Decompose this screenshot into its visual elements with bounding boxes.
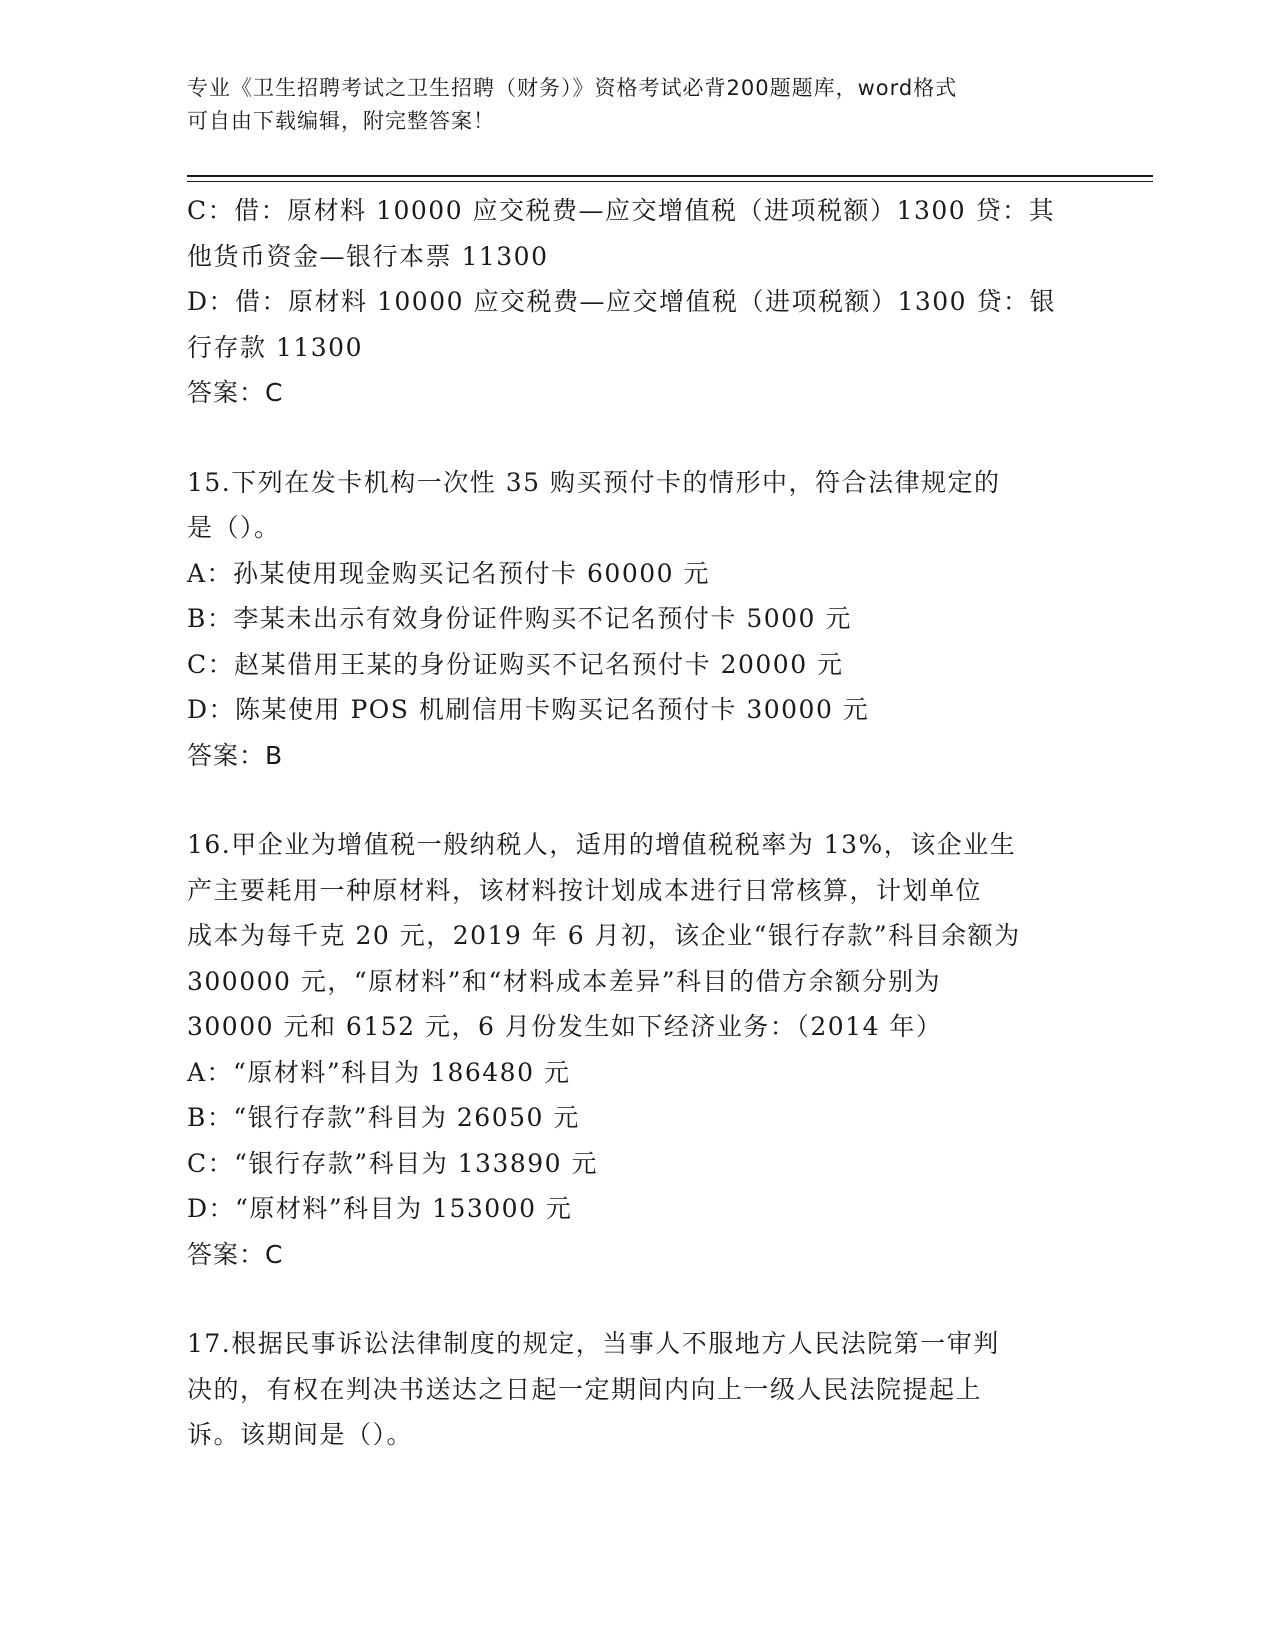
q16-answer: 答案：C [187, 1239, 284, 1269]
q17-stem-line-1: 17.根据民事诉讼法律制度的规定，当事人不服地方人民法院第一审判 [187, 1329, 1000, 1358]
q14-option-c-line-1: C：借：原材料 10000 应交税费—应交增值税（进项税额）1300 贷：其 [187, 196, 1056, 225]
header-line-1: 专业《卫生招聘考试之卫生招聘（财务）》资格考试必背200题题库，word格式 [187, 76, 958, 100]
spacer [187, 778, 1087, 822]
q16-stem-line-5: 30000 元和 6152 元，6 月份发生如下经济业务：（2014 年） [187, 1012, 943, 1041]
q14-option-c-line-2: 他货币资金—银行本票 11300 [187, 241, 549, 271]
q15-stem-line-1: 15.下列在发卡机构一次性 35 购买预付卡的情形中，符合法律规定的 [187, 467, 1001, 497]
spacer [187, 416, 1087, 460]
q16-option-a: A：“原材料”科目为 186480 元 [187, 1057, 571, 1087]
q17-stem-line-3: 诉。该期间是（）。 [187, 1420, 414, 1449]
q14-option-d-line-2: 行存款 11300 [187, 332, 363, 362]
question-17 [187, 1321, 1087, 1458]
spacer [187, 1277, 1087, 1321]
q15-stem-line-2: 是（）。 [187, 513, 281, 542]
question-16 [187, 822, 1087, 1277]
q16-stem-line-4: 300000 元，“原材料”和“材料成本差异”科目的借方余额分别为 [187, 966, 942, 996]
question-14 [187, 188, 1087, 416]
q16-stem-line-2: 产主要耗用一种原材料，该材料按计划成本进行日常核算，计划单位 [187, 875, 983, 905]
q15-option-b: B：李某未出示有效身份证件购买不记名预付卡 5000 元 [187, 604, 852, 633]
q16-option-b: B：“银行存款”科目为 26050 元 [187, 1103, 580, 1132]
q16-stem-line-3: 成本为每千克 20 元，2019 年 6 月初，该企业“银行存款”科目余额为 [187, 921, 1021, 950]
q15-option-a: A：孙某使用现金购买记名预付卡 60000 元 [187, 558, 710, 588]
q16-option-c: C：“银行存款”科目为 133890 元 [187, 1148, 599, 1178]
q15-option-c: C：赵某借用王某的身份证购买不记名预付卡 20000 元 [187, 649, 844, 679]
document-body [187, 188, 1087, 1458]
q15-answer: 答案：B [187, 740, 284, 770]
question-15 [187, 460, 1087, 779]
q14-option-d-line-1: D：借：原材料 10000 应交税费—应交增值税（进项税额）1300 贷：银 [187, 287, 1057, 316]
q16-option-d: D：“原材料”科目为 153000 元 [187, 1194, 573, 1223]
header-divider-thick [187, 175, 1153, 177]
q17-stem-line-2: 决的，有权在判决书送达之日起一定期间内向上一级人民法院提起上 [187, 1374, 983, 1404]
header-divider-thin [187, 181, 1153, 182]
q14-answer: 答案：C [187, 378, 284, 407]
header-line-2: 可自由下载编辑，附完整答案！ [187, 109, 495, 133]
q15-option-d: D：陈某使用 POS 机刷信用卡购买记名预付卡 30000 元 [187, 695, 870, 724]
q16-stem-line-1: 16.甲企业为增值税一般纳税人，适用的增值税税率为 13%，该企业生 [187, 830, 1017, 859]
document-header [187, 72, 1067, 138]
